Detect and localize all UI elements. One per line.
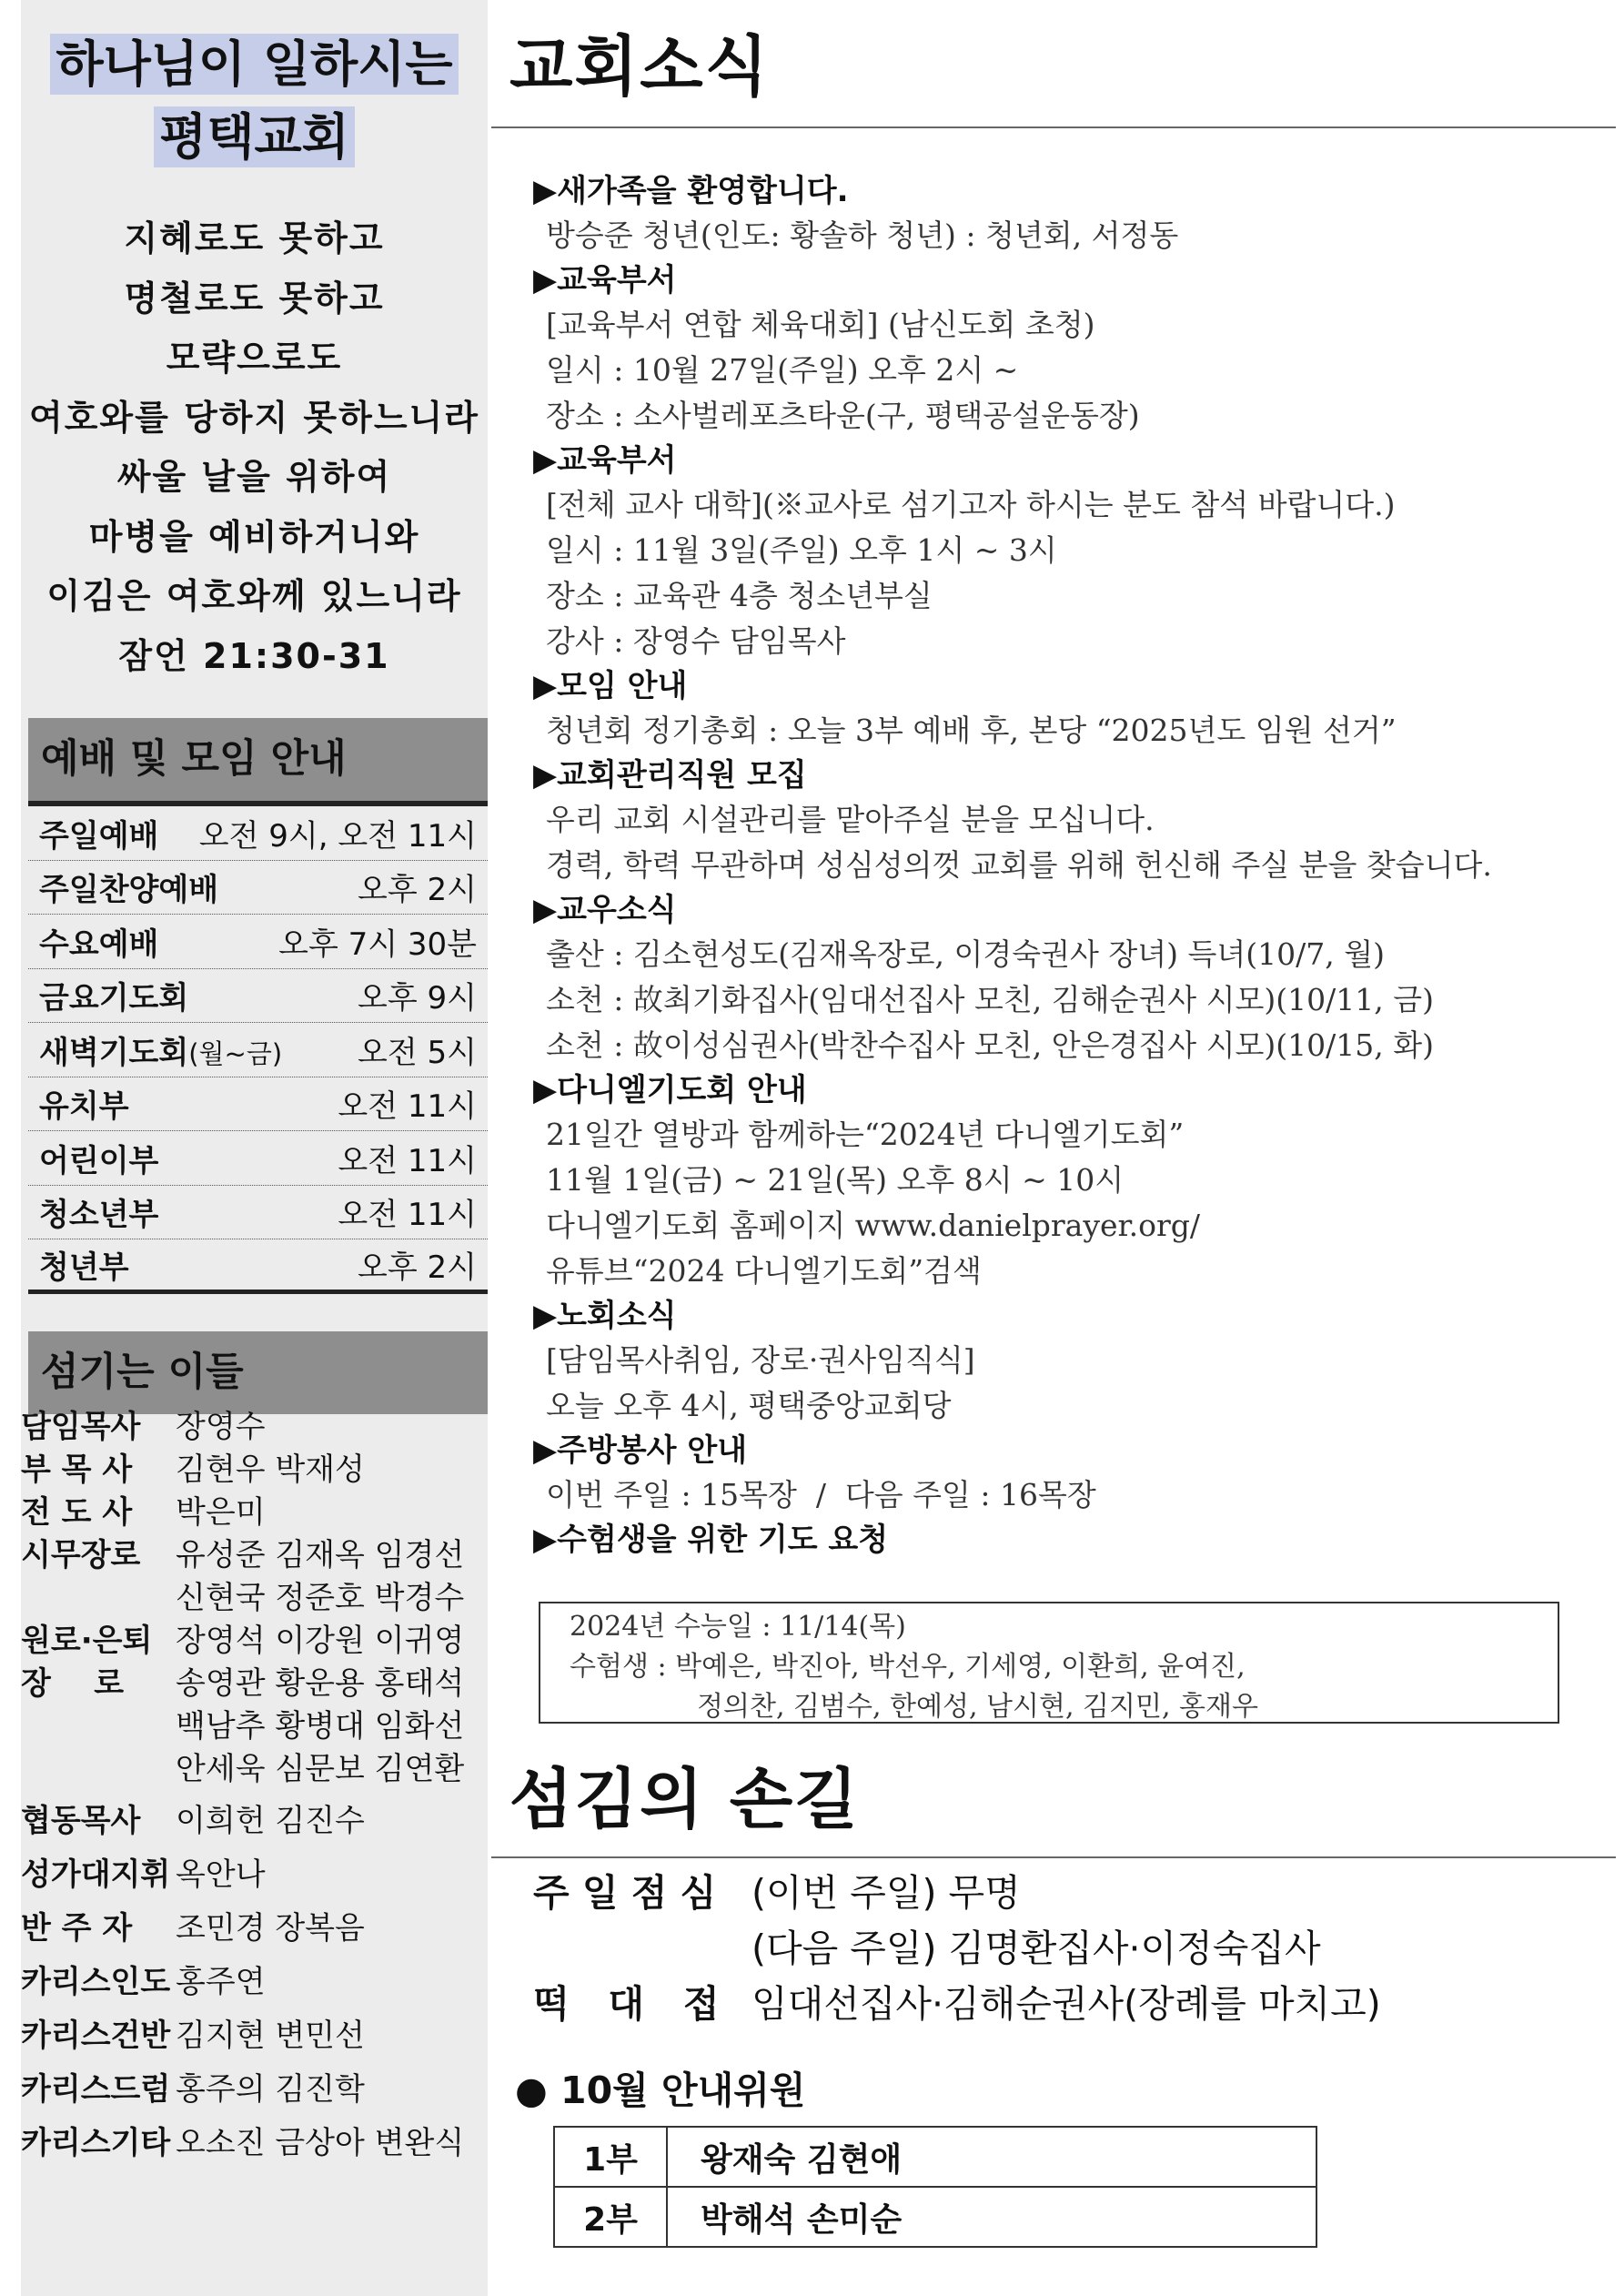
service-time: 오전 11시 [338, 1197, 477, 1234]
news-line: 소천 : 故이성심권사(박찬수집사 모친, 안은경집사 시모)(10/15, 화) [546, 1027, 1434, 1063]
news-line: [교육부서 연합 체육대회] (남신도회 초청) [546, 307, 1095, 342]
staff-names: 홍주의 김진학 [176, 2071, 365, 2108]
staff-role: 성가대지휘 [21, 1856, 171, 1893]
services-table [28, 806, 488, 1294]
staff-names: 장영수 [176, 1409, 266, 1445]
serving-value: (다음 주일) 김명환집사·이정숙집사 [751, 1927, 1321, 1970]
staff-role: 시무장로 [21, 1537, 141, 1573]
news-heading: ▶수험생을 위한 기도 요청 [533, 1522, 889, 1558]
service-time: 오후 7시 30분 [278, 925, 477, 963]
service-row [28, 1077, 488, 1132]
service-name: 유치부 [39, 1088, 129, 1126]
news-heading: ▶모임 안내 [533, 668, 688, 704]
news-heading: ▶다니엘기도회 안내 [533, 1072, 807, 1108]
service-time: 오후 9시 [358, 980, 477, 1017]
news-line-link: 다니엘기도회 홈페이지 www.danielprayer.org/ [546, 1208, 1201, 1243]
staff-role: 카리스기타 [21, 2125, 171, 2161]
news-item [533, 1518, 1607, 1562]
news-line: [담임목사취임, 장로·권사임직식] [546, 1342, 975, 1378]
news-line: 유튜브“2024 다니엘기도회”검색 [546, 1253, 982, 1289]
serving-label [533, 1921, 751, 1977]
verse-line: 싸울 날을 위하여 [116, 457, 392, 497]
staff-row [21, 1961, 480, 2004]
news-item [533, 169, 1607, 258]
service-name: 청년부 [39, 1249, 129, 1286]
verse-line: 마병을 예비하거니와 [88, 516, 420, 557]
news-line: 청년회 정기총회 : 오늘 3부 예배 후, 본당 “2025년도 임원 선거” [546, 713, 1397, 748]
services-header: 예배 및 모임 안내 [28, 718, 488, 801]
service-row [28, 861, 488, 915]
exam-students: 정의찬, 김범수, 한예성, 남시현, 김지민, 홍재우 [697, 1691, 1259, 1723]
news-heading: ▶교육부서 [533, 442, 677, 479]
verse-line: 여호와를 당하지 못하느니라 [29, 397, 479, 438]
news-heading: ▶교육부서 [533, 262, 677, 298]
news-line: 일시 : 11월 3일(주일) 오후 1시 ~ 3시 [546, 532, 1057, 568]
staff-names: 박은미 [176, 1494, 266, 1531]
service-days: (월~금) [188, 1037, 283, 1069]
verse-line: 모략으로도 [166, 338, 343, 378]
staff-role: 카리스건반 [21, 2018, 171, 2054]
news-heading: ▶주방봉사 안내 [533, 1432, 748, 1469]
usher-table [553, 2126, 1317, 2248]
service-row [28, 1239, 488, 1294]
staff-role: 반 주 자 [21, 1910, 133, 1947]
exam-date: 2024년 수능일 : 11/14(목) [570, 1611, 906, 1643]
serving-list [533, 1866, 1381, 2032]
service-time: 오후 2시 [358, 1249, 477, 1286]
service-name: 수요예배 [39, 925, 159, 963]
service-row [28, 806, 488, 861]
verse-reference: 잠언 21:30-31 [118, 635, 390, 676]
staff-role: 장 로 [21, 1665, 125, 1702]
news-line: 경력, 학력 무관하며 성심성의껏 교회를 위해 헌신해 주실 분을 찾습니다. [546, 847, 1492, 883]
news-item [533, 258, 1607, 439]
table-row [554, 2187, 1316, 2247]
serving-value: (이번 주일) 무명 [751, 1871, 1021, 1915]
service-time: 오전 9시, 오전 11시 [198, 817, 477, 855]
service-name: 새벽기도회(월~금) [39, 1034, 283, 1071]
news-line: 우리 교회 시설관리를 맡아주실 분을 모십니다. [546, 802, 1155, 837]
staff-row [21, 1534, 480, 1620]
staff-names: 홍주연 [176, 1964, 266, 2000]
service-row [28, 969, 488, 1024]
usher-title: ● 10월 안내위원 [515, 2068, 806, 2112]
verse-title-line2: 평택교회 [21, 106, 488, 169]
staff-role: 협동목사 [21, 1803, 141, 1839]
staff-row [21, 1620, 480, 1663]
staff-names: 송영관 황운용 홍태석 백남추 황병대 임화선 안세욱 심문보 김연환 [176, 1665, 465, 1787]
news-line: 방승준 청년(인도: 황솔하 청년) : 청년회, 서정동 [546, 217, 1179, 253]
staff-row [21, 2122, 480, 2165]
news-line: 21일간 열방과 함께하는“2024년 다니엘기도회” [546, 1117, 1185, 1152]
staff-names: 김현우 박재성 [176, 1451, 365, 1488]
news-list [533, 169, 1607, 1562]
verse-line: 명철로도 못하고 [124, 278, 385, 319]
serving-title: 섬김의 손길 [509, 1761, 860, 1837]
staff-names: 김지현 변민선 [176, 2018, 365, 2054]
news-item [533, 888, 1607, 1068]
staff-row [21, 1663, 480, 1791]
staff-row [21, 1854, 480, 1896]
verse-title-line1: 하나님이 일하시는 [21, 33, 488, 96]
news-item [533, 1429, 1607, 1518]
serving-row [533, 1921, 1381, 1977]
serving-row [533, 1866, 1381, 1921]
news-line: 출산 : 김소현성도(김재옥장로, 이경숙권사 장녀) 득녀(10/7, 월) [546, 936, 1385, 972]
news-item [533, 1068, 1607, 1294]
news-item [533, 439, 1607, 664]
verse-text [21, 209, 488, 686]
news-heading: ▶교회관리직원 모집 [533, 757, 807, 794]
news-item [533, 1294, 1607, 1429]
serving-label: 주 일 점 심 [533, 1871, 717, 1915]
exam-students: 수험생 : 박예은, 박진아, 박선우, 기세영, 이환희, 윤여진, [570, 1651, 1246, 1683]
table-row [554, 2127, 1316, 2187]
staff-row [21, 1907, 480, 1950]
news-line: 장소 : 교육관 4층 청소년부실 [546, 578, 933, 613]
news-item [533, 664, 1607, 754]
news-heading: ▶교우소식 [533, 892, 677, 928]
service-name: 청소년부 [39, 1197, 159, 1234]
news-line: [전체 교사 대학](※교사로 섬기고자 하시는 분도 참석 바랍니다.) [546, 487, 1396, 522]
news-line: 강사 : 장영수 담임목사 [546, 623, 846, 659]
staff-role: 카리스드럼 [21, 2071, 171, 2108]
service-name: 주일찬양예배 [39, 872, 219, 909]
staff-role: 전 도 사 [21, 1494, 133, 1531]
staff-names: 오소진 금상아 변완식 [176, 2125, 465, 2161]
news-line: 11월 1일(금) ~ 21일(목) 오후 8시 ~ 10시 [546, 1162, 1125, 1198]
usher-part: 2부 [554, 2187, 667, 2247]
service-row [28, 1131, 488, 1186]
divider [491, 126, 1616, 128]
staff-names: 장영석 이강원 이귀영 [176, 1623, 465, 1659]
staff-names: 조민경 장복음 [176, 1910, 365, 1947]
service-row [28, 1023, 488, 1077]
staff-names: 옥안나 [176, 1856, 266, 1893]
news-line: 오늘 오후 4시, 평택중앙교회당 [546, 1388, 952, 1423]
news-heading: ▶노회소식 [533, 1298, 677, 1334]
usher-part: 1부 [554, 2127, 667, 2187]
staff-role: 원로·은퇴 [21, 1623, 153, 1659]
staff-role: 카리스인도 [21, 1964, 171, 2000]
news-heading: ▶새가족을 환영합니다. [533, 173, 849, 209]
staff-names: 유성준 김재옥 임경선 신현국 정준호 박경수 [176, 1537, 465, 1616]
staff-row [21, 1492, 480, 1534]
service-row [28, 1186, 488, 1240]
service-time: 오후 2시 [358, 872, 477, 909]
usher-names: 박해석 손미순 [667, 2187, 1316, 2247]
verse-line: 지혜로도 못하고 [124, 218, 385, 258]
news-line: 장소 : 소사벌레포츠타운(구, 평택공설운동장) [546, 398, 1140, 433]
staff-row [21, 1449, 480, 1492]
usher-names: 왕재숙 김현애 [667, 2127, 1316, 2187]
news-item [533, 754, 1607, 888]
service-time: 오전 5시 [358, 1034, 477, 1071]
serving-row [533, 1977, 1381, 2032]
serving-value: 임대선집사·김해순권사(장례를 마치고) [751, 1982, 1381, 2026]
service-time: 오전 11시 [338, 1088, 477, 1126]
news-line: 일시 : 10월 27일(주일) 오후 2시 ~ [546, 352, 1019, 388]
staff-row [21, 2068, 480, 2111]
service-time: 오전 11시 [338, 1142, 477, 1179]
staff-role: 담임목사 [21, 1409, 141, 1445]
divider [491, 1856, 1616, 1858]
staff-row [21, 1406, 480, 1449]
staff-names: 이희헌 김진수 [176, 1803, 365, 1839]
staff-list [21, 1406, 480, 2165]
service-name: 어린이부 [39, 1142, 159, 1179]
staff-row [21, 2015, 480, 2058]
news-line: 소천 : 故최기화집사(임대선집사 모친, 김해순권사 시모)(10/11, 금) [546, 982, 1434, 1017]
service-row [28, 915, 488, 969]
staff-header: 섬기는 이들 [28, 1331, 488, 1414]
serving-label: 떡 대 접 [533, 1982, 720, 2026]
staff-row [21, 1800, 480, 1843]
exam-students-box [539, 1602, 1559, 1724]
verse-line: 이김은 여호와께 있느니라 [46, 576, 462, 616]
service-name: 주일예배 [39, 817, 159, 855]
service-name: 금요기도회 [39, 980, 189, 1017]
news-line: 이번 주일 : 15목장 / 다음 주일 : 16목장 [546, 1477, 1096, 1512]
news-title: 교회소식 [509, 28, 771, 105]
staff-role: 부 목 사 [21, 1451, 133, 1488]
